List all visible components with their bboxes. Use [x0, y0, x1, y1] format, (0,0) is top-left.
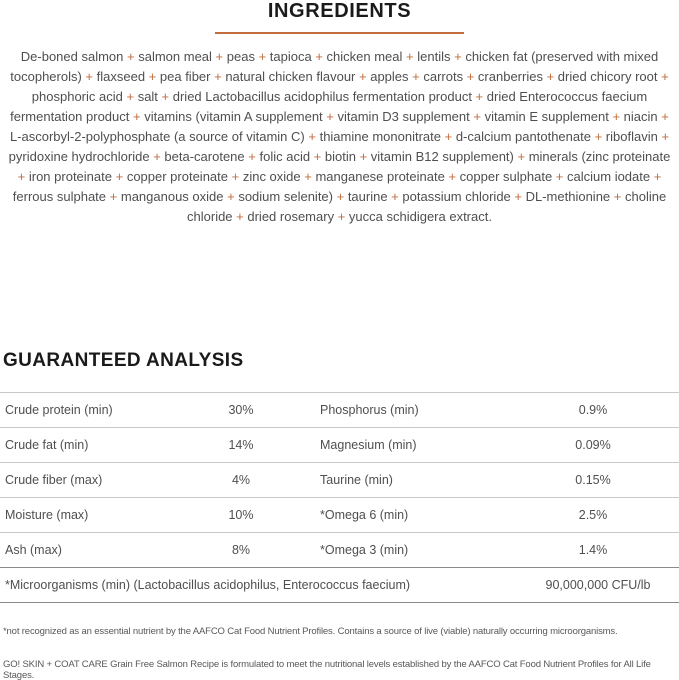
plus-separator: + — [552, 169, 568, 184]
ingredient-item: biotin — [324, 149, 356, 164]
plus-separator: + — [322, 109, 338, 124]
ingredient-item: dried rosemary — [247, 209, 335, 224]
plus-separator: + — [244, 149, 260, 164]
nutrient-value: 0.9% — [578, 403, 608, 417]
plus-separator: + — [228, 169, 243, 184]
plus-separator: + — [157, 89, 173, 104]
plus-separator: + — [149, 149, 165, 164]
plus-separator: + — [408, 69, 424, 84]
ingredient-item: salmon meal — [138, 49, 212, 64]
plus-separator: + — [122, 89, 138, 104]
plus-separator: + — [510, 189, 526, 204]
ingredient-item: pea fiber — [159, 69, 211, 84]
plus-separator: + — [471, 89, 487, 104]
footnote-aafco-nutrient: *not recognized as an essential nutrient by the AAFCO Cat Food Nutrient Profiles. Contains a source of live (viable) naturally occurring microorganisms. — [3, 626, 618, 637]
plus-separator: + — [650, 169, 662, 184]
ingredient-item: minerals (zinc proteinate — [528, 149, 671, 164]
ingredients-section-header — [0, 0, 679, 34]
ingredient-item: sodium selenite) — [238, 189, 333, 204]
table-row-microorganisms — [0, 568, 679, 603]
nutrient-value: 4% — [231, 473, 251, 487]
nutrient-value: 8% — [231, 543, 251, 557]
plus-separator: + — [304, 129, 320, 144]
ingredient-item: dried chicory root — [557, 69, 658, 84]
table-row — [0, 463, 679, 498]
plus-separator: + — [657, 109, 669, 124]
plus-separator: + — [450, 49, 466, 64]
ingredient-item: niacin — [623, 109, 658, 124]
ingredient-item: folic acid — [259, 149, 311, 164]
plus-separator: + — [254, 49, 270, 64]
ingredient-item: yucca schidigera extract. — [348, 209, 492, 224]
plus-separator: + — [610, 189, 625, 204]
plus-separator: + — [17, 169, 29, 184]
ingredient-item: L-ascorbyl-2-polyphosphate (a source of vitamin C) — [9, 129, 305, 144]
nutrient-value: 1.4% — [578, 543, 608, 557]
ingredient-item: choline chloride — [187, 189, 667, 224]
ingredient-item: dried Enterococcus faecium fermentation product — [10, 89, 648, 124]
nutrient-label: *Microorganisms (min) (Lactobacillus acidophilus, Enterococcus faecium) — [5, 578, 411, 592]
ingredient-item: DL-methionine — [525, 189, 611, 204]
nutrient-value: 0.15% — [575, 473, 611, 487]
plus-separator: + — [513, 149, 529, 164]
ingredient-item: phosphoric acid — [31, 89, 123, 104]
nutrient-label: Ash (max) — [5, 543, 62, 557]
ingredient-item: cranberries — [477, 69, 543, 84]
ingredient-item: chicken fat (preserved with mixed tocopherols) — [10, 49, 659, 84]
ingredient-item: chicken meal — [326, 49, 403, 64]
ingredient-item: potassium chloride — [402, 189, 511, 204]
nutrient-label: *Omega 6 (min) — [320, 508, 409, 522]
ingredient-item: carrots — [423, 69, 464, 84]
plus-separator: + — [463, 69, 478, 84]
ingredient-item: d-calcium pantothenate — [455, 129, 591, 144]
plus-separator: + — [355, 69, 371, 84]
nutrient-value: 2.5% — [578, 508, 608, 522]
plus-separator: + — [440, 129, 456, 144]
plus-separator: + — [355, 149, 371, 164]
guaranteed-analysis-title: GUARANTEED ANALYSIS — [3, 350, 244, 371]
ingredient-item: copper proteinate — [126, 169, 228, 184]
plus-separator: + — [657, 69, 669, 84]
ingredient-item: apples — [370, 69, 409, 84]
plus-separator: + — [106, 189, 121, 204]
ingredient-item: flaxseed — [96, 69, 146, 84]
footnote-formulation: GO! SKIN + COAT CARE Grain Free Salmon Recipe is formulated to meet the nutritional levels established by the AAFCO Cat Food Nutrient Profiles for All Life Stages. — [3, 658, 651, 680]
nutrient-label: Crude protein (min) — [5, 403, 113, 417]
nutrient-label: Crude fiber (max) — [5, 473, 103, 487]
plus-separator: + — [123, 49, 139, 64]
ingredient-item: thiamine mononitrate — [319, 129, 441, 144]
plus-separator: + — [469, 109, 485, 124]
plus-separator: + — [334, 209, 349, 224]
plus-separator: + — [111, 169, 127, 184]
nutrient-value: 14% — [228, 438, 254, 452]
table-row — [0, 428, 679, 463]
ingredient-item: peas — [226, 49, 255, 64]
ingredient-item: copper sulphate — [459, 169, 553, 184]
nutrient-value: 30% — [228, 403, 254, 417]
plus-separator: + — [542, 69, 558, 84]
ingredient-item: beta-carotene — [164, 149, 245, 164]
ingredient-item: natural chicken flavour — [225, 69, 356, 84]
ingredient-item: zinc oxide — [242, 169, 301, 184]
guaranteed-analysis-table — [0, 392, 679, 603]
ingredient-item: vitamin D3 supplement — [337, 109, 470, 124]
nutrient-label: Magnesium (min) — [320, 438, 417, 452]
plus-separator: + — [211, 49, 227, 64]
table-row — [0, 393, 679, 428]
table-row — [0, 533, 679, 568]
plus-separator: + — [590, 129, 606, 144]
plus-separator: + — [232, 209, 248, 224]
ingredient-item: pyridoxine hydrochloride — [8, 149, 150, 164]
plus-separator: + — [145, 69, 160, 84]
nutrient-label: Crude fat (min) — [5, 438, 89, 452]
plus-separator: + — [310, 149, 325, 164]
ingredient-item: riboflavin — [605, 129, 658, 144]
plus-separator: + — [129, 109, 145, 124]
ingredient-item: De-boned salmon — [20, 49, 124, 64]
plus-separator: + — [210, 69, 226, 84]
nutrient-value: 10% — [228, 508, 254, 522]
plus-separator: + — [657, 129, 670, 144]
plus-separator: + — [608, 109, 624, 124]
ingredient-item: dried Lactobacillus acidophilus fermentation product — [172, 89, 472, 104]
plus-separator: + — [311, 49, 327, 64]
plus-separator: + — [332, 189, 348, 204]
ingredients-title: INGREDIENTS — [267, 0, 412, 22]
plus-separator: + — [402, 49, 418, 64]
ingredient-item: vitamins (vitamin A supplement — [144, 109, 323, 124]
ingredient-item: manganous oxide — [120, 189, 224, 204]
plus-separator: + — [223, 189, 239, 204]
nutrient-label: Phosphorus (min) — [320, 403, 419, 417]
ingredients-paragraph — [5, 47, 674, 227]
ingredient-item: iron proteinate — [28, 169, 112, 184]
plus-separator: + — [81, 69, 97, 84]
plus-separator: + — [387, 189, 403, 204]
ingredient-item: salt — [137, 89, 158, 104]
ingredient-item: tapioca — [269, 49, 312, 64]
ingredient-item: calcium iodate — [567, 169, 651, 184]
nutrient-value: 0.09% — [575, 438, 611, 452]
accent-divider — [215, 32, 464, 34]
ingredient-item: taurine — [347, 189, 388, 204]
plus-separator: + — [300, 169, 316, 184]
ingredient-item: ferrous sulphate — [12, 189, 107, 204]
nutrient-label: *Omega 3 (min) — [320, 543, 409, 557]
nutrient-label: Moisture (max) — [5, 508, 89, 522]
ingredient-item: vitamin B12 supplement) — [370, 149, 514, 164]
plus-separator: + — [444, 169, 460, 184]
nutrient-value: 90,000,000 CFU/lb — [545, 578, 651, 592]
table-row — [0, 498, 679, 533]
ingredient-item: manganese proteinate — [315, 169, 445, 184]
ingredient-item: lentils — [417, 49, 451, 64]
nutrient-label: Taurine (min) — [320, 473, 393, 487]
ingredient-item: vitamin E supplement — [484, 109, 609, 124]
